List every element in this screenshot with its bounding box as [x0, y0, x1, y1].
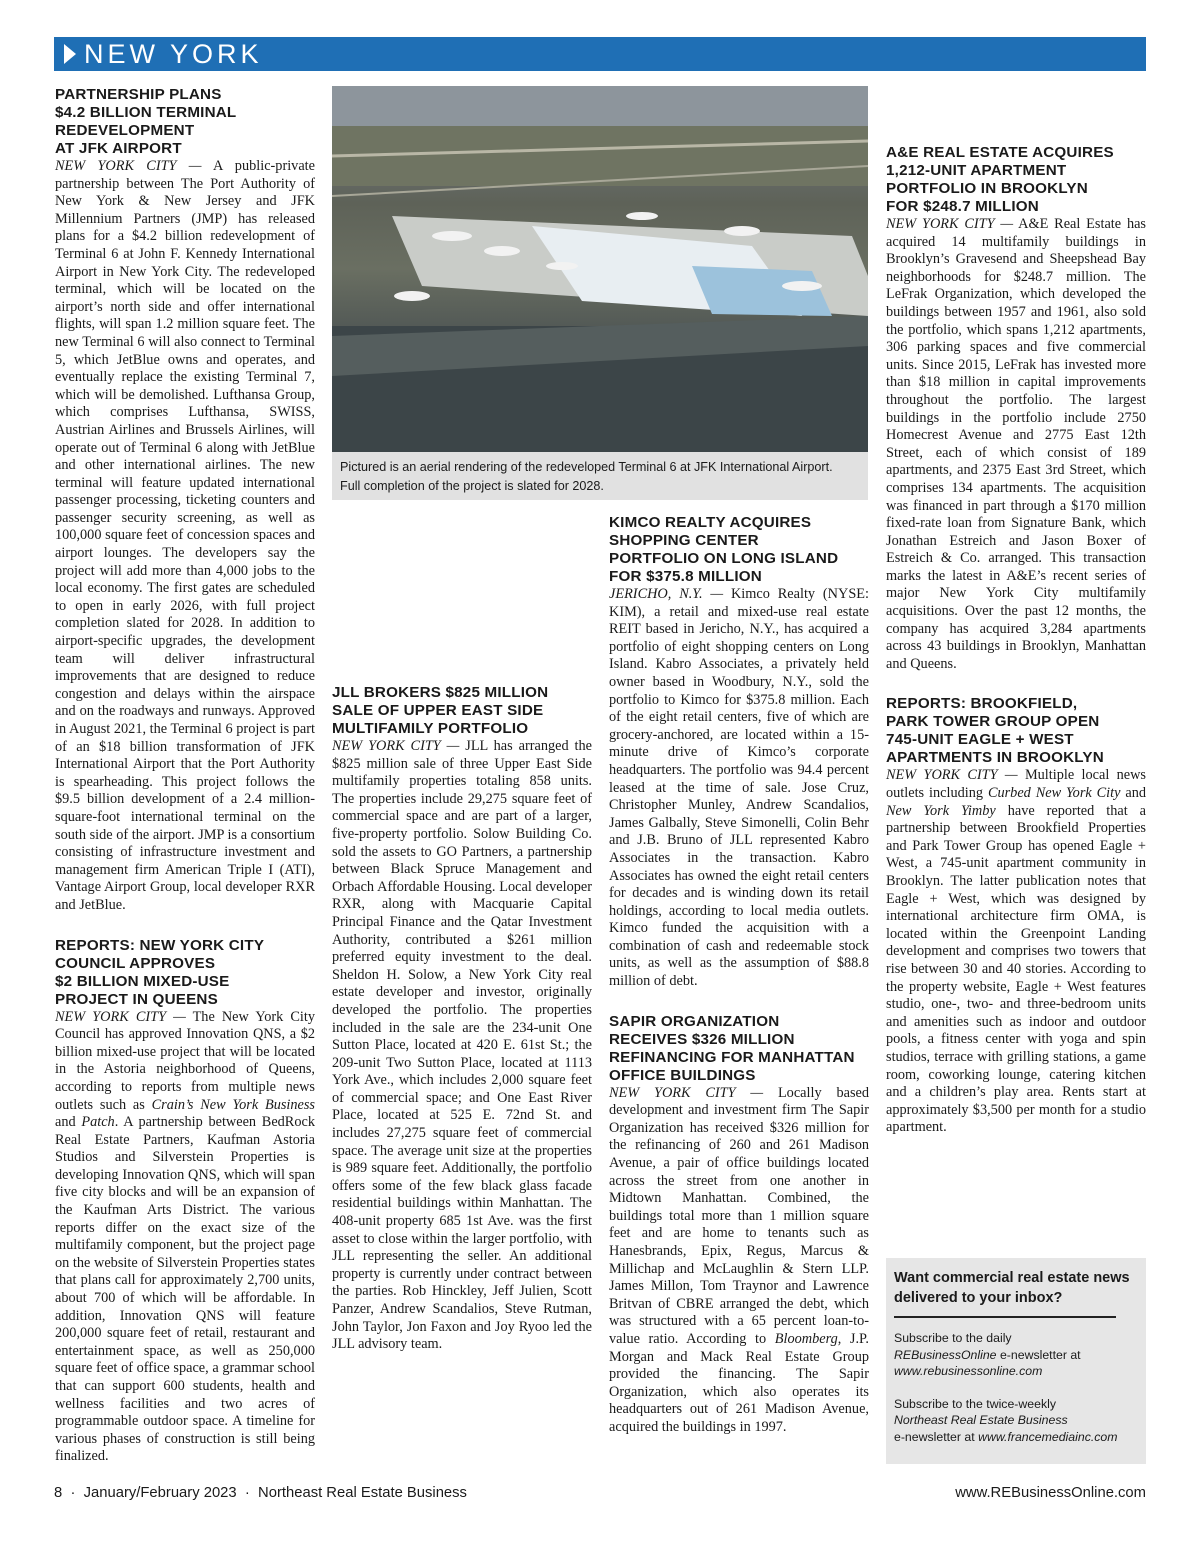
column-1 — [55, 86, 315, 1465]
headline-sapir: SAPIR ORGANIZATION RECEIVES $326 MILLION REFINANCING FOR MANHATTAN OFFICE BUILDINGS — [609, 1012, 855, 1084]
promo-heading: Want commercial real estate news delivered to your inbox? — [894, 1270, 1130, 1306]
newsletter-link[interactable]: www.francemediainc.com — [978, 1429, 1118, 1444]
publication-title: Northeast Real Estate Business — [258, 1485, 467, 1501]
article-body: NEW YORK CITY — A&E Real Estate has acquired 14 multifamily buildings in Brooklyn’s Gravesend and Sheepshead Bay neighborhoods for $248.7 million. The LeFrak Organization, which developed the buildings between 1957 and 1961, also sold the portfolio, which spans 1,212 apartments, 306 parking spaces and five commercial units. Since 2015, LeFrak has invested more than $18 million in capital improvements throughout the portfolio. The largest buildings in the portfolio include 2750 Homecrest Avenue and 2775 East 12th Street, each of which consist of 189 apartments, and 2375 East 3rd Street, which comprises 134 apartments. The acquisition was financed in part through a $170 million fixed-rate loan from Signature Bank, which Jonathan Estreich and Jason Boxer of Estreich & Co. arranged. This transaction marks the latest in A&E’s recent series of major New York City multifamily acquisitions. Over the past 12 months, the company has acquired 3,284 apartments across 43 buildings in Brooklyn, Manhattan and Queens. — [886, 216, 1146, 672]
dateline: NEW YORK CITY — — [609, 1084, 764, 1101]
dateline: NEW YORK CITY — — [886, 767, 1018, 784]
article-sapir — [609, 1013, 869, 1437]
article-continuation — [886, 86, 1146, 122]
photo-caption: Pictured is an aerial rendering of the redeveloped Terminal 6 at JFK International Airport. Full completion of the project is slated for 2028. — [332, 452, 868, 500]
article-body: NEW YORK CITY — The New York City Council has approved Innovation QNS, a $2 billion mixed-use project that will be located in the Astoria neighborhood of Queens, according to reports from multiple news outlets such as Crain’s New York Business and Patch. A partnership between BedRock Real Estate Partners, Kaufman Astoria Studios and Silverstein Properties is developing Innovation QNS, which will span five city blocks and will be an expansion of the Kaufman Arts District. The various reports differ on the exact size of the multifamily component, but the project page on the website of Silverstein Properties states that plans call for approximately 2,700 units, about 700 of which will be affordable. In addition, Innovation QNS will feature 200,000 square feet of retail, restaurant and entertainment space, as well as 250,000 square feet of office space, a grammar school that can support 600 students, health and wellness facilities and two acres of programmable outdoor space. A timeline for various phases of construction is still being finalized. — [55, 1008, 315, 1465]
publication-name: Crain’s New York Business — [151, 1096, 315, 1113]
article-kimco — [609, 514, 869, 991]
page-number: 8 — [54, 1485, 63, 1501]
article-jfk — [55, 86, 315, 915]
promo-daily-text: Subscribe to the daily REBusinessOnline e-newsletter at www.rebusinessonline.com — [894, 1331, 1081, 1378]
dateline: NEW YORK CITY — — [55, 158, 202, 174]
publication-name: Bloomberg — [774, 1330, 838, 1347]
article-qns — [55, 936, 315, 1465]
dateline: NEW YORK CITY — — [332, 738, 460, 754]
article-body: JERICHO, N.Y. — Kimco Realty (NYSE: KIM), a retail and mixed-use real estate REIT based in Jericho, N.Y., has acquired a portfolio of eight shopping centers on Long Island. Kabro Associates, a privately held owner based in Woodbury, N.Y., sold the portfolio to Kimco for $375.8 million. Each of the eight retail centers, five of which are grocery-anchored, are located within a 15-minute drive of Kimco’s corporate headquarters. The portfolio was 94.4 percent leased at the time of sale. Jose Cruz, Christopher Munley, Andrew Scandalios, James Galbally, Steve Simonelli, Colin Behr and J.B. Bruno of JLL represented Kabro Associates in the transaction. Kabro Associates has owned the eight retail centers for decades and is winding down its retail holdings, according to local media outlets. Kimco funded the acquisition with a combination of cash and redeemable stock units, as well as the assumption of $88.8 million of debt. — [609, 586, 869, 990]
article-body: NEW YORK CITY — A public-private partnership between The Port Authority of New York & New Jersey and JFK Millennium Partners (JMP) has released plans for a $4.2 billion redevelopment of Terminal 6 at John F. Kennedy International Airport in New York City. The redeveloped terminal, which will be located on the airport’s north side and offer international flights, will span 1.2 million square feet. The new Terminal 6 will also connect to Terminal 5, which JetBlue owns and operates, and eventually replace the existing Terminal 7, which will be demolished. Lufthansa Group, which comprises Lufthansa, SWISS, Austrian Airlines and Brussels Airlines, will operate out of Terminal 6 along with JetBlue and other international airlines. The new terminal will feature updated international passenger processing, ticketing counters and passenger security screening, as well as 100,000 square feet of concession spaces and airport lounges. The developers say the project will add more than 4,000 jobs to the local economy. The first gates are scheduled to open in early 2026, with full project completion slated for 2028. In addition to airport-specific upgrades, the development team will deliver infrastructural improvements that are designed to reduce congestion and delays within the airspace and on the roadways and runways. Approved in August 2021, the Terminal 6 project is part of an $18 billion transformation of JFK International Airport that the Port Authority is spearheading. This project follows the $9.5 billion development of a 2.4 million-square-foot international terminal on the south side of the airport. JMP is a consortium consisting of infrastructure investment and management firm American Triple I (ATI), Vantage Airport Group, local developer RXR and JetBlue. — [55, 158, 315, 913]
article-jll — [332, 684, 592, 1354]
dateline: NEW YORK CITY — — [886, 216, 1014, 232]
publication-name: Patch — [81, 1114, 115, 1131]
article-ae — [886, 144, 1146, 673]
headline-brookfield: REPORTS: BROOKFIELD, PARK TOWER GROUP OPEN 745-UNIT EAGLE + WEST APARTMENTS IN BROOKLYN — [886, 695, 1104, 767]
headline-ae: A&E REAL ESTATE ACQUIRES 1,212-UNIT APARTMENT PORTFOLIO IN BROOKLYN FOR $248.7 MILLION — [886, 144, 1114, 215]
publication-name: New York Yimby — [886, 802, 996, 819]
article-body: NEW YORK CITY — Locally based development and investment firm The Sapir Organization has received $326 million for the refinancing of 260 and 261 Madison Avenue, a pair of office buildings located across the street from one another in Midtown Manhattan. Combined, the buildings total more than 1 million square feet and are home to tenants such as Hanesbrands, Epix, Regus, Marcus & Millichap and McLaughlin & Stern LLP. James Millon, Tom Traynor and Lawrence Britvan of CBRE arranged the debt, which was structured with a 65 percent loan-to-value ratio. According to Bloomberg, J.P. Morgan and Mack Real Estate Group provided the financing. The Sapir Organization, which also operates its headquarters out of 261 Madison Avenue, acquired the buildings in 1997. — [609, 1084, 869, 1435]
section-title: NEW YORK — [84, 39, 263, 69]
page-footer — [54, 1483, 1146, 1503]
section-header — [54, 37, 1146, 71]
promo-divider — [894, 1316, 1116, 1318]
column-4 — [886, 86, 1146, 1137]
terminal-rendering-image — [332, 86, 868, 452]
website-link[interactable]: www.REBusinessOnline.com — [955, 1485, 1146, 1501]
issue-date: January/February 2023 — [83, 1485, 237, 1501]
headline-jll: JLL BROKERS $825 MILLION SALE OF UPPER EAST SIDE MULTIFAMILY PORTFOLIO — [332, 684, 549, 737]
newsletter-link[interactable]: www.rebusinessonline.com — [894, 1364, 1043, 1378]
newsletter-name: REBusinessOnline — [894, 1347, 997, 1362]
publication-name: Curbed New York City — [987, 785, 1121, 802]
article-brookfield — [886, 695, 1146, 1136]
dateline: JERICHO, N.Y. — — [609, 586, 724, 602]
headline-kimco: KIMCO REALTY ACQUIRES SHOPPING CENTER PORTFOLIO ON LONG ISLAND FOR $375.8 MILLION — [609, 514, 839, 585]
footer-separator: · — [66, 1485, 80, 1501]
dateline: NEW YORK CITY — — [55, 1008, 186, 1025]
footer-separator: · — [240, 1485, 254, 1501]
aerial-rendering-illustration — [332, 86, 868, 452]
article-body: NEW YORK CITY — JLL has arranged the $825 million sale of three Upper East Side multifamily properties totaling 858 units. The properties include 29,275 square feet of commercial space and are part of a larger, five-property portfolio. Solow Building Co. sold the assets to GO Partners, a partnership between Black Spruce Management and Orbach Affordable Housing. Local developer RXR, along with Macquarie Capital Principal Finance and the Qatar Investment Authority, contributed a $261 million preferred equity investment to the deal. Sheldon H. Solow, a New York City real estate developer and investor, originally developed the portfolio. The properties included in the sale are the 234-unit One Sutton Place, located at 420 E. 61st St.; the 209-unit Two Sutton Place, located at 1113 York Ave., which includes 2,000 square feet of commercial space; and One East River Place, located at 525 E. 72nd St. and includes 27,275 square feet of commercial space. The average unit size at the properties is 989 square feet. Additionally, the portfolio offers some of the few black glass facade residential buildings within Manhattan. The 408-unit property 685 1st Ave. was the first asset to close within the larger portfolio, with JLL representing the seller. An additional property is currently under contract between the parties. Rob Hinckley, Jeff Julien, Scott Panzer, Andrew Scandalios, Steve Rutman, John Taylor, Jon Faxon and Joy Ryoo led the JLL advisory team. — [332, 738, 592, 1353]
column-3 — [609, 514, 869, 1437]
article-body: NEW YORK CITY — Multiple local news outlets including Curbed New York City and New York Yimby have reported that a partnership between Brookfield Properties and Park Tower Group has opened Eagle + West, a 745-unit apartment community in Brooklyn. The latter publication notes that Eagle + West, which was designed by international architecture firm OMA, is located within the Greenpoint Landing development and comprises two towers that rise between 30 and 40 stories. According to the property website, Eagle + West features studio, one-, two- and three-bedroom units and amenities such as indoor and outdoor pools, a fitness center with yoga and spin studios, terrace with grilling stations, a game room, coworking lounge, catering kitchen and a children’s play area. Rents start at approximately $3,500 per month for a studio apartment. — [886, 767, 1147, 1136]
headline-qns: REPORTS: NEW YORK CITY COUNCIL APPROVES $2 BILLION MIXED-USE PROJECT IN QUEENS — [55, 936, 265, 1008]
newsletter-promo-box — [886, 1258, 1146, 1464]
promo-weekly-text: Subscribe to the twice-weekly Northeast Real Estate Business e-newsletter at www.francemediainc.com — [894, 1396, 1118, 1444]
article-continuation — [332, 514, 592, 662]
newsletter-name: Northeast Real Estate Business — [894, 1413, 1068, 1427]
column-2 — [332, 514, 592, 1354]
play-arrow-icon — [64, 44, 76, 64]
headline-jfk: PARTNERSHIP PLANS $4.2 BILLION TERMINAL REDEVELOPMENT AT JFK AIRPORT — [55, 86, 237, 157]
